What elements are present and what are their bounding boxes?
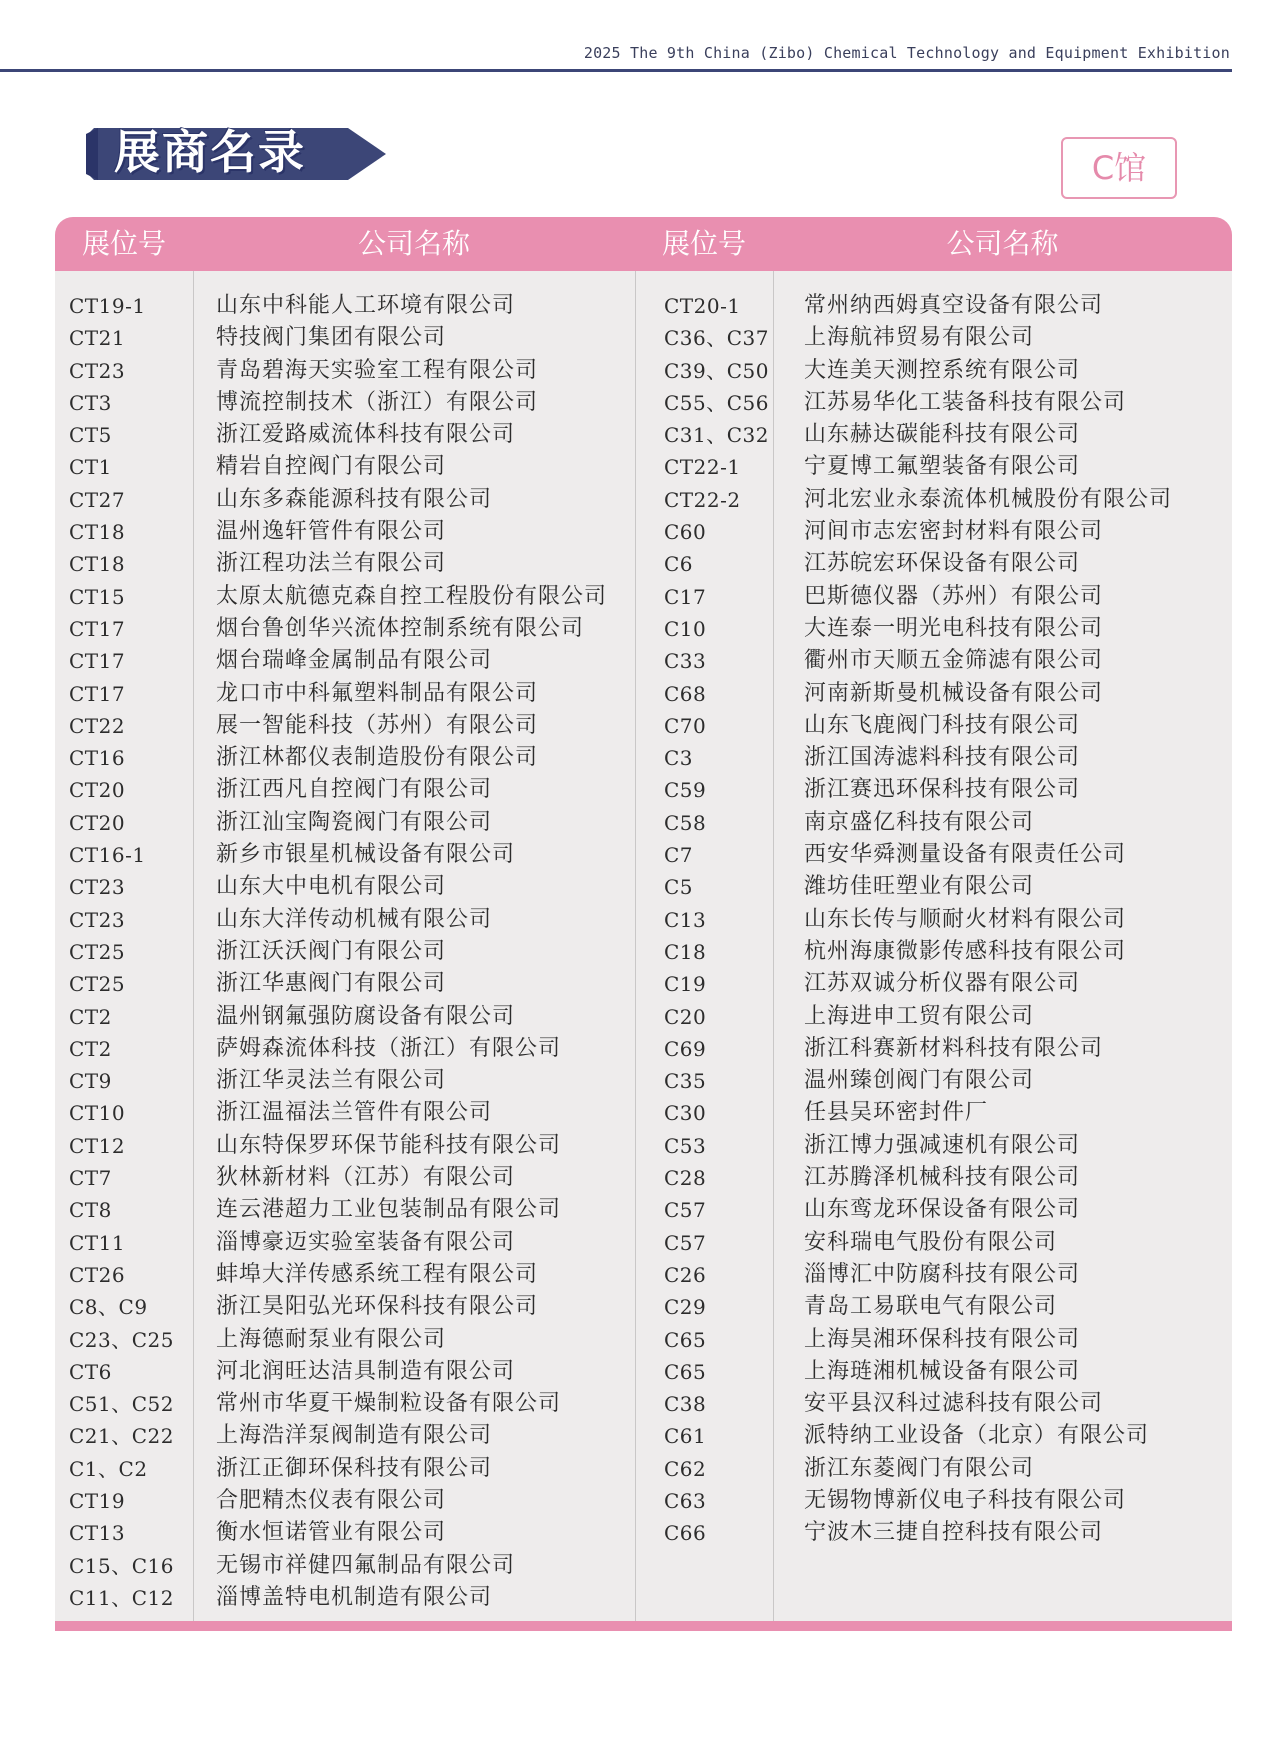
company-name: 派特纳工业设备（北京）有限公司 (804, 1423, 1150, 1449)
company-name: 浙江沃沃阀门有限公司 (216, 938, 447, 964)
booth-number: CT19 (69, 1488, 126, 1513)
company-name: 淄博汇中防腐科技有限公司 (804, 1261, 1081, 1287)
booth-number: CT8 (69, 1198, 112, 1223)
booth-number: C30 (664, 1101, 707, 1126)
company-name: 巴斯德仪器（苏州）有限公司 (804, 583, 1104, 609)
booth-number: CT3 (69, 390, 112, 415)
booth-number: CT17 (69, 681, 126, 706)
booth-number: CT17 (69, 616, 126, 641)
company-name: 江苏双诚分析仪器有限公司 (804, 971, 1081, 997)
company-name: 宁夏博工氟塑装备有限公司 (804, 454, 1081, 480)
company-name: 浙江温福法兰管件有限公司 (216, 1100, 493, 1126)
company-name: 浙江林都仪表制造股份有限公司 (216, 745, 539, 771)
booth-number: CT7 (69, 1166, 112, 1191)
booth-number: C59 (664, 778, 707, 803)
company-name: 浙江正御环保科技有限公司 (216, 1455, 493, 1481)
booth-number: C39、C50 (664, 358, 770, 383)
company-name: 浙江华惠阀门有限公司 (216, 971, 447, 997)
company-name: 淄博盖特电机制造有限公司 (216, 1584, 493, 1610)
company-name: 上海浩洋泵阀制造有限公司 (216, 1423, 493, 1449)
booth-number: C66 (664, 1521, 707, 1546)
booth-number: CT2 (69, 1036, 112, 1061)
company-name: 南京盛亿科技有限公司 (804, 809, 1035, 835)
booth-number: CT19-1 (69, 294, 146, 318)
booth-number: C36、C37 (664, 326, 770, 351)
booth-number: C62 (664, 1456, 707, 1481)
company-name: 河间市志宏密封材料有限公司 (804, 519, 1104, 545)
booth-number: CT23 (69, 358, 126, 383)
booth-number: C7 (664, 843, 694, 868)
company-name: 连云港超力工业包装制品有限公司 (216, 1197, 562, 1223)
hall-badge: C馆 (1061, 137, 1177, 199)
booth-number: C57 (664, 1198, 707, 1223)
company-name: 浙江昊阳弘光环保科技有限公司 (216, 1294, 539, 1320)
booth-number: C17 (664, 584, 707, 609)
booth-number: C15、C16 (69, 1553, 175, 1578)
company-name: 合肥精杰仪表有限公司 (216, 1487, 447, 1513)
booth-number: CT21 (69, 326, 126, 351)
booth-number: C6 (664, 552, 694, 577)
booth-number: CT23 (69, 907, 126, 932)
company-name: 烟台瑞峰金属制品有限公司 (216, 648, 493, 674)
company-name: 上海琏湘机械设备有限公司 (804, 1358, 1081, 1384)
booth-number: C68 (664, 681, 707, 706)
table-header (55, 217, 1232, 271)
booth-number: C33 (664, 649, 707, 674)
company-name: 山东鸾龙环保设备有限公司 (804, 1197, 1081, 1223)
booth-number: CT9 (69, 1069, 112, 1094)
company-name: 西安华舜测量设备有限责任公司 (804, 842, 1127, 868)
company-name: 蚌埠大洋传感系统工程有限公司 (216, 1261, 539, 1287)
booth-number: CT22 (69, 713, 126, 738)
header-divider (0, 69, 1232, 72)
company-name: 狄林新材料（江苏）有限公司 (216, 1165, 516, 1191)
company-name: 浙江华灵法兰有限公司 (216, 1068, 447, 1094)
company-name: 博流控制技术（浙江）有限公司 (216, 389, 539, 415)
booth-number: C3 (664, 746, 694, 771)
company-name: 上海进申工贸有限公司 (804, 1003, 1035, 1029)
company-name: 太原太航德克森自控工程股份有限公司 (216, 583, 608, 609)
company-name: 大连美天测控系统有限公司 (804, 357, 1081, 383)
company-name: 上海昊湘环保科技有限公司 (804, 1326, 1081, 1352)
company-name: 潍坊佳旺塑业有限公司 (804, 874, 1035, 900)
booth-number: CT23 (69, 875, 126, 900)
company-name: 杭州海康微影传感科技有限公司 (804, 938, 1127, 964)
header-company-left: 公司名称 (357, 227, 470, 260)
booth-number: C65 (664, 1327, 707, 1352)
company-name: 山东长传与顺耐火材料有限公司 (804, 906, 1127, 932)
booth-number: C51、C52 (69, 1392, 175, 1417)
table-bottom-bar (55, 1621, 1232, 1631)
company-name: 山东特保罗环保节能科技有限公司 (216, 1132, 562, 1158)
booth-number: C58 (664, 810, 707, 835)
company-name: 青岛工易联电气有限公司 (804, 1294, 1058, 1320)
company-name: 特技阀门集团有限公司 (216, 325, 447, 351)
booth-number: CT20 (69, 810, 126, 835)
company-name: 精岩自控阀门有限公司 (216, 454, 447, 480)
company-name: 无锡物博新仪电子科技有限公司 (804, 1487, 1127, 1513)
company-name: 青岛碧海天实验室工程有限公司 (216, 357, 539, 383)
company-name: 温州钢氟强防腐设备有限公司 (216, 1003, 516, 1029)
company-name: 新乡市银星机械设备有限公司 (216, 842, 516, 868)
company-name: 浙江赛迅环保科技有限公司 (804, 777, 1081, 803)
company-name: 江苏易华化工装备科技有限公司 (804, 389, 1127, 415)
booth-number: C65 (664, 1359, 707, 1384)
right-company-column (804, 290, 1172, 1550)
company-name: 大连泰一明光电科技有限公司 (804, 615, 1104, 641)
booth-number: CT15 (69, 584, 126, 609)
booth-number: C55、C56 (664, 390, 770, 415)
left-company-column (216, 290, 607, 1614)
booth-number: C18 (664, 939, 707, 964)
company-name: 山东大中电机有限公司 (216, 874, 447, 900)
booth-number: CT22-2 (664, 487, 741, 512)
company-name: 河南新斯曼机械设备有限公司 (804, 680, 1104, 706)
company-name: 温州臻创阀门有限公司 (804, 1068, 1035, 1094)
booth-number: CT12 (69, 1133, 126, 1158)
company-name: 河北润旺达洁具制造有限公司 (216, 1358, 516, 1384)
company-name: 山东大洋传动机械有限公司 (216, 906, 493, 932)
company-name: 淄博豪迈实验室装备有限公司 (216, 1229, 516, 1255)
company-name: 江苏腾泽机械科技有限公司 (804, 1165, 1081, 1191)
company-name: 山东赫达碳能科技有限公司 (804, 422, 1081, 448)
booth-number: C26 (664, 1262, 707, 1287)
booth-number: CT18 (69, 552, 126, 577)
company-name: 展一智能科技（苏州）有限公司 (216, 712, 539, 738)
booth-number: C31、C32 (664, 423, 770, 448)
booth-number: C1、C2 (69, 1456, 148, 1481)
booth-number: C53 (664, 1133, 707, 1158)
company-name: 萨姆森流体科技（浙江）有限公司 (216, 1035, 562, 1061)
booth-number: C13 (664, 907, 707, 932)
header-booth-right: 展位号 (661, 227, 746, 260)
company-name: 山东飞鹿阀门科技有限公司 (804, 712, 1081, 738)
booth-number: CT11 (69, 1230, 126, 1255)
booth-number: C5 (664, 875, 694, 900)
column-divider (635, 271, 636, 1631)
company-name: 浙江东菱阀门有限公司 (804, 1455, 1035, 1481)
company-name: 山东中科能人工环境有限公司 (216, 293, 516, 318)
company-name: 龙口市中科氟塑料制品有限公司 (216, 680, 539, 706)
company-name: 衢州市天顺五金筛滤有限公司 (804, 648, 1104, 674)
booth-number: C23、C25 (69, 1327, 175, 1352)
booth-number: CT16 (69, 746, 126, 771)
header-exhibition-title: 2025 The 9th China (Zibo) Chemical Technology and Equipment Exhibition (583, 44, 1230, 62)
booth-number: C38 (664, 1392, 707, 1417)
booth-number: CT6 (69, 1359, 112, 1384)
booth-number: CT16-1 (69, 843, 146, 868)
company-name: 烟台鲁创华兴流体控制系统有限公司 (216, 615, 585, 641)
booth-number: CT5 (69, 423, 112, 448)
booth-number: CT26 (69, 1262, 126, 1287)
booth-number: C10 (664, 616, 707, 641)
booth-number: C19 (664, 972, 707, 997)
company-name: 浙江博力强减速机有限公司 (804, 1132, 1081, 1158)
booth-number: C69 (664, 1036, 707, 1061)
company-name: 无锡市祥健四氟制品有限公司 (216, 1552, 516, 1578)
company-name: 浙江爱路威流体科技有限公司 (216, 422, 516, 448)
company-name: 浙江西凡自控阀门有限公司 (216, 777, 493, 803)
left-booth-column (69, 290, 174, 1614)
booth-number: CT20 (69, 778, 126, 803)
booth-number: CT20-1 (664, 294, 741, 318)
booth-number: C57 (664, 1230, 707, 1255)
booth-number: C21、C22 (69, 1424, 175, 1449)
booth-number: C28 (664, 1166, 707, 1191)
company-name: 浙江汕宝陶瓷阀门有限公司 (216, 809, 493, 835)
booth-number: CT10 (69, 1101, 126, 1126)
company-name: 上海德耐泵业有限公司 (216, 1326, 447, 1352)
column-divider (773, 271, 774, 1631)
booth-number: CT17 (69, 649, 126, 674)
booth-number: C29 (664, 1295, 707, 1320)
company-name: 温州逸轩管件有限公司 (216, 519, 447, 545)
booth-number: CT1 (69, 455, 112, 480)
header-company-right: 公司名称 (946, 227, 1059, 260)
company-name: 江苏皖宏环保设备有限公司 (804, 551, 1081, 577)
booth-number: CT2 (69, 1004, 112, 1029)
booth-number: CT22-1 (664, 455, 741, 480)
right-booth-column (664, 290, 769, 1550)
company-name: 安科瑞电气股份有限公司 (804, 1229, 1058, 1255)
column-divider (193, 271, 194, 1631)
booth-number: C61 (664, 1424, 707, 1449)
booth-number: C11、C12 (69, 1585, 175, 1610)
booth-number: C70 (664, 713, 707, 738)
booth-number: CT25 (69, 939, 126, 964)
company-name: 山东多森能源科技有限公司 (216, 486, 493, 512)
company-name: 常州纳西姆真空设备有限公司 (804, 293, 1104, 318)
booth-number: C35 (664, 1069, 707, 1094)
company-name: 宁波木三捷自控科技有限公司 (804, 1520, 1104, 1546)
booth-number: CT13 (69, 1521, 126, 1546)
company-name: 任县吴环密封件厂 (804, 1100, 989, 1126)
booth-number: CT18 (69, 520, 126, 545)
company-name: 浙江程功法兰有限公司 (216, 551, 447, 577)
page-title: 展商名录 (114, 125, 306, 179)
company-name: 常州市华夏干燥制粒设备有限公司 (216, 1391, 562, 1417)
booth-number: C20 (664, 1004, 707, 1029)
header-booth-left: 展位号 (81, 227, 166, 260)
company-name: 河北宏业永泰流体机械股份有限公司 (804, 486, 1173, 512)
booth-number: CT25 (69, 972, 126, 997)
company-name: 衡水恒诺管业有限公司 (216, 1520, 447, 1546)
booth-number: C8、C9 (69, 1295, 148, 1320)
company-name: 浙江科赛新材料科技有限公司 (804, 1035, 1104, 1061)
booth-number: C60 (664, 520, 707, 545)
company-name: 上海航祎贸易有限公司 (804, 325, 1035, 351)
company-name: 安平县汉科过滤科技有限公司 (804, 1391, 1104, 1417)
booth-number: CT27 (69, 487, 126, 512)
booth-number: C63 (664, 1488, 707, 1513)
company-name: 浙江国涛滤料科技有限公司 (804, 745, 1081, 771)
